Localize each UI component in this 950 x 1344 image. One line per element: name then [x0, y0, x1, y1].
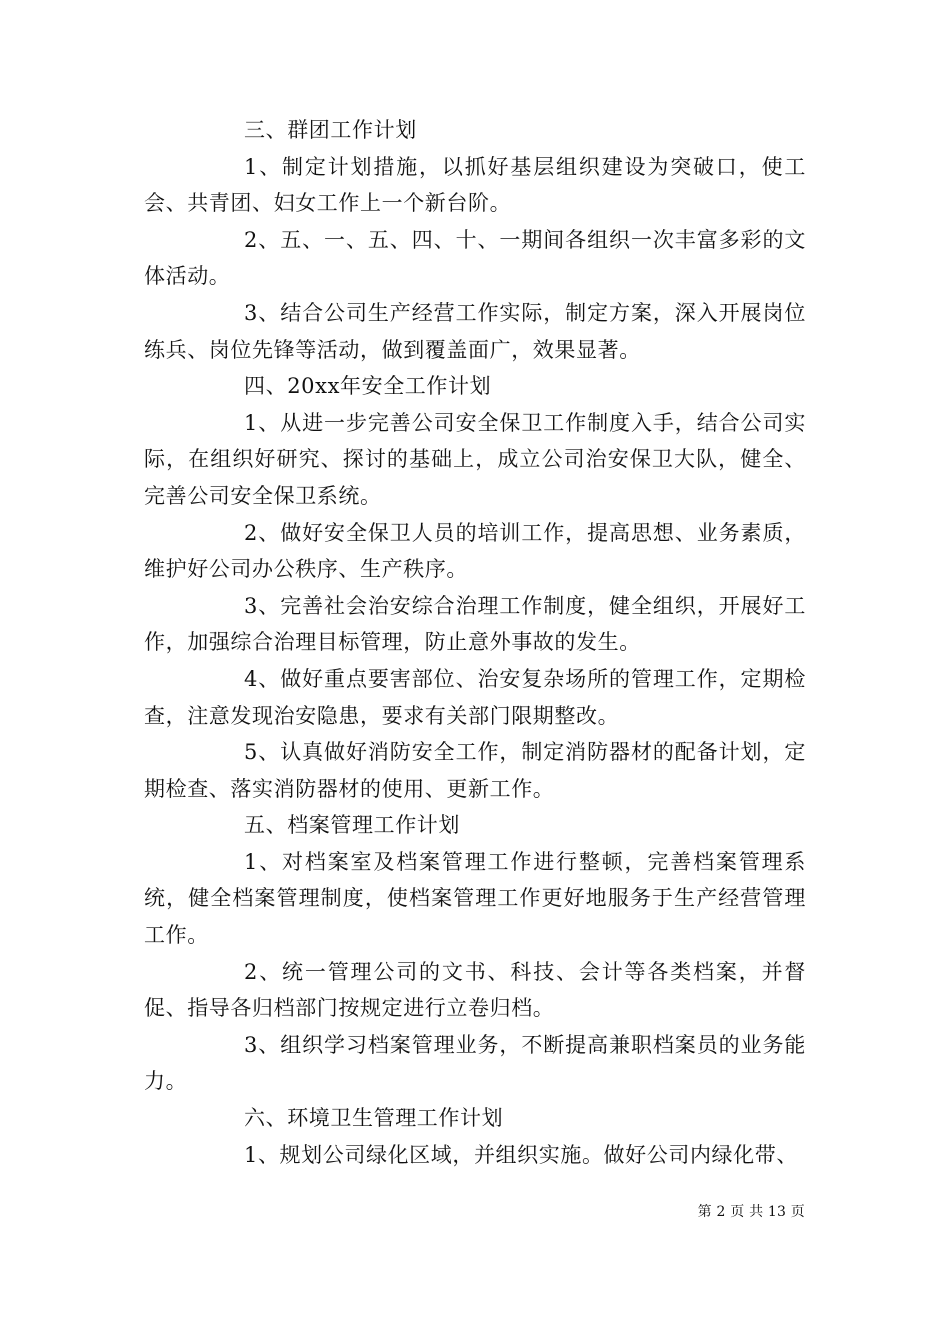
section-heading-environment: 六、环境卫生管理工作计划 [244, 1106, 504, 1131]
paragraph: 3、组织学习档案管理业务，不断提高兼职档案员的业务能力。 [144, 1032, 806, 1094]
page-number-footer: 第 2 页 共 13 页 [697, 1204, 805, 1220]
document-body [144, 112, 806, 1173]
paragraph: 1、对档案室及档案管理工作进行整顿，完善档案管理系统，健全档案管理制度，使档案管理工作更好地服务于生产经营管理工作。 [144, 849, 806, 948]
section-heading-groups: 三、群团工作计划 [244, 118, 417, 142]
paragraph: 2、五、一、五、四、十、一期间各组织一次丰富多彩的文体活动。 [144, 227, 806, 289]
paragraph: 3、完善社会治安综合治理工作制度，健全组织，开展好工作，加强综合治理目标管理，防止意外事故的发生。 [144, 593, 806, 655]
section-heading-archives: 五、档案管理工作计划 [244, 813, 460, 838]
paragraph: 5、认真做好消防安全工作，制定消防器材的配备计划，定期检查、落实消防器材的使用、更新工作。 [144, 740, 806, 801]
paragraph: 1、从进一步完善公司安全保卫工作制度入手，结合公司实际，在组织好研究、探讨的基础上，成立公司治安保卫大队，健全、完善公司安全保卫系统。 [144, 410, 806, 508]
paragraph: 1、制定计划措施，以抓好基层组织建设为突破口，使工会、共青团、妇女工作上一个新台阶。 [144, 154, 806, 216]
paragraph: 2、统一管理公司的文书、科技、会计等各类档案，并督促、指导各归档部门按规定进行立卷归档。 [144, 959, 806, 1021]
paragraph: 4、做好重点要害部位、治安复杂场所的管理工作，定期检查，注意发现治安隐患，要求有关部门限期整改。 [144, 666, 806, 728]
paragraph: 2、做好安全保卫人员的培训工作，提高思想、业务素质，维护好公司办公秩序、生产秩序。 [144, 520, 806, 582]
section-heading-safety: 四、20xx年安全工作计划 [244, 374, 492, 399]
paragraph: 3、结合公司生产经营工作实际，制定方案，深入开展岗位练兵、岗位先锋等活动，做到覆盖面广，效果显著。 [144, 300, 806, 362]
paragraph: 1、规划公司绿化区域，并组织实施。做好公司内绿化带、 [244, 1142, 798, 1167]
